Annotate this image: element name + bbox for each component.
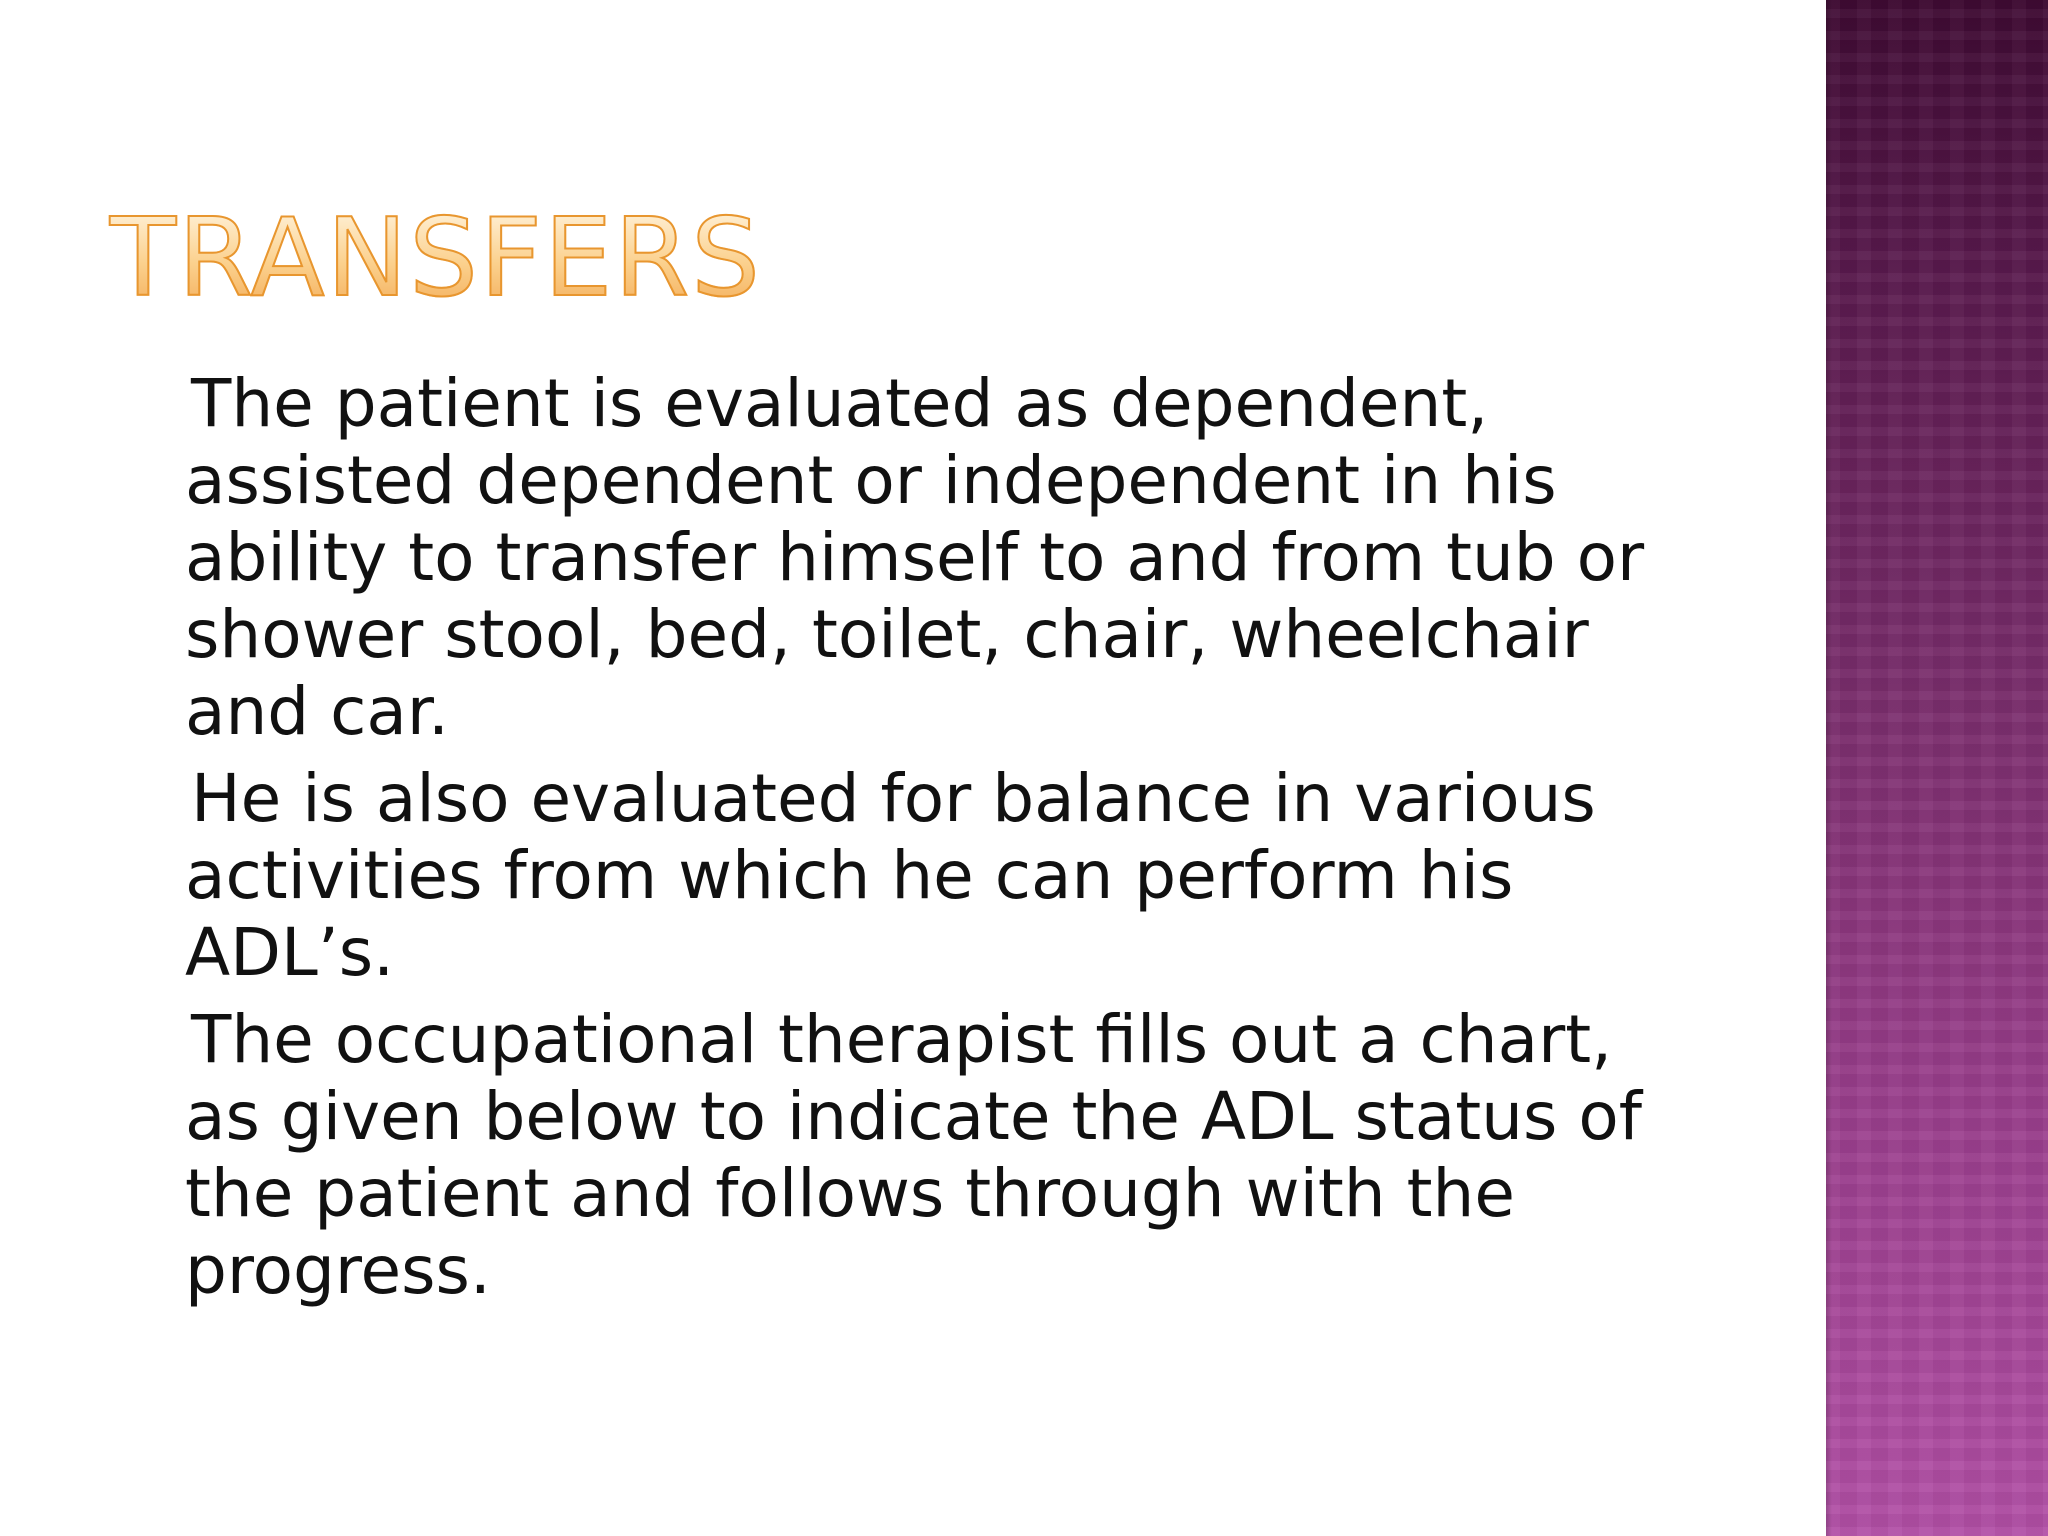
- body-paragraph-adl-chart: The occupational therapist fills out a chart, as given below to indicate the ADL status of the patient and follows through with the progress.: [185, 1001, 1642, 1309]
- body-paragraph-transfer-evaluation: The patient is evaluated as dependent, assisted dependent or independent in his ability to transfer himself to and from tub or shower stool, bed, toilet, chair, wheelchair and car.: [185, 365, 1645, 750]
- slide-title: TRANSFERS: [110, 196, 762, 321]
- decorative-side-band: [1826, 0, 2048, 1536]
- slide-body: [185, 365, 1705, 1319]
- body-paragraph-balance-evaluation: He is also evaluated for balance in various activities from which he can perform his ADL’s.: [185, 760, 1596, 991]
